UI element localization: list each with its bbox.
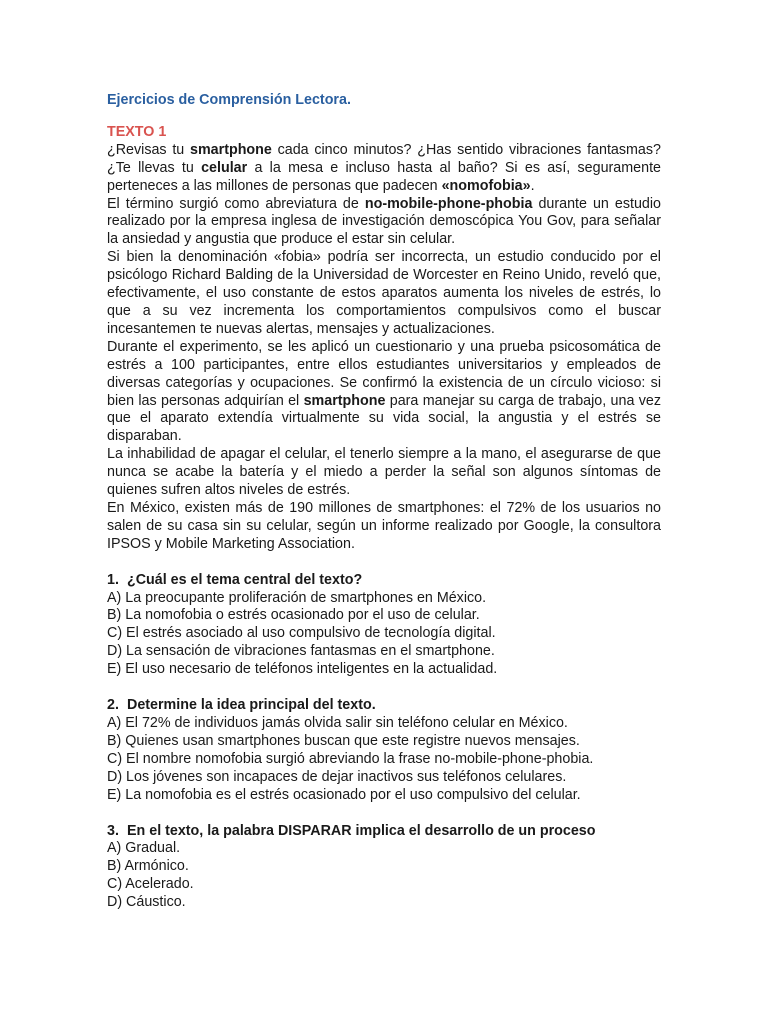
text-span: . [530,177,535,194]
paragraph [107,249,661,339]
answer-option: C) El nombre nomofobia surgió abreviando la frase no-mobile-phone-phobia. [107,750,594,767]
answer-option: C) El estrés asociado al uso compulsivo de tecnología digital. [107,625,496,642]
text-span: para manejar su carga de trabajo, una vez que el aparato extendía virtualmente su vida social, la angustia y el estrés se disparaban. [107,392,661,445]
document-title: Ejercicios de Comprensión Lectora. [107,92,351,108]
answer-option: C) Acelerado. [107,876,194,893]
section-heading: TEXTO 1 [107,123,167,140]
answer-option: B) Armónico. [107,858,189,875]
answer-option: B) La nomofobia o estrés ocasionado por el uso de celular. [107,607,480,624]
text-span: El término surgió como abreviatura de [107,195,365,212]
question-text: Determine la idea principal del texto. [127,697,376,714]
question-number: 3. [107,822,119,839]
answer-option: D) Los jóvenes son incapaces de dejar inactivos sus teléfonos celulares. [107,768,567,785]
answer-option: E) La nomofobia es el estrés ocasionado por el uso compulsivo del celular. [107,786,581,803]
answer-option: D) La sensación de vibraciones fantasmas en el smartphone. [107,643,495,660]
question-1 [107,572,661,679]
answer-option: A) Gradual. [107,840,181,857]
document-page [107,92,661,912]
text-span: cada cinco minutos? ¿Has sentido vibraciones fantasmas? ¿Te llevas tu [107,141,661,176]
text-span: ¿Revisas tu [107,141,191,158]
text-span: durante un estudio realizado por la empresa inglesa de investigación demoscópica You Gov, para señalar la ansiedad y angustia que produce el estar sin celular. [107,195,661,248]
answer-option: D) Cáustico. [107,894,186,911]
question-text: En el texto, la palabra DISPARAR implica el desarrollo de un proceso [127,822,596,839]
text-span: a la mesa e incluso hasta al baño? Si es así, seguramente perteneces a las millones de personas que padecen [107,159,661,194]
paragraph [107,196,661,250]
bold-term: no-mobile-phone-phobia [364,195,533,212]
paragraph [107,446,661,500]
text-span: En México, existen más de 190 millones de smartphones: el 72% de los usuarios no salen de su casa sin su celular, según un informe realizado por Google, la consultora IPSOS y Mobile Marketing Association. [107,499,661,552]
text-span: La inhabilidad de apagar el celular, el tenerlo siempre a la mano, el asegurarse de que nunca se acabe la batería y el miedo a perder la señal son algunos síntomas de quienes sufren altos niveles de estrés. [107,446,661,499]
question-number: 1. [107,571,119,588]
question-3 [107,823,661,913]
question-title [107,572,661,590]
paragraph [107,500,661,554]
text-span: Si bien la denominación «fobia» podría ser incorrecta, un estudio conducido por el psicólogo Richard Balding de la Universidad de Worcester en Reino Unido, reveló que, efectivamente, el uso constante de estos aparatos aumenta los niveles de estrés, lo que a su vez incrementa los comportamientos compulsivos como el buscar incesantemen te nuevas alertas, mensajes y actualizaciones. [107,249,661,337]
question-title [107,697,661,715]
text-span: Durante el experimento, se les aplicó un cuestionario y una prueba psicosomática de estrés a 100 participantes, entre ellos estudiantes universitarios y empleados de diversas categorías y ocupaciones. Se confirmó la existencia de un círculo vicioso: si bien las personas adquirían el [107,338,661,409]
answer-option: A) El 72% de individuos jamás olvida salir sin teléfono celular en México. [107,715,568,731]
question-2 [107,697,661,804]
paragraph [107,142,661,196]
answer-option: A) La preocupante proliferación de smartphones en México. [107,589,487,606]
question-title [107,823,661,841]
answer-option: E) El uso necesario de teléfonos inteligentes en la actualidad. [107,661,498,678]
answer-option: B) Quienes usan smartphones buscan que este registre nuevos mensajes. [107,732,580,749]
bold-term: celular [201,159,248,176]
bold-term: «nomofobia» [441,177,531,194]
bold-term: smartphone [303,392,386,409]
reading-text [107,142,661,554]
question-text: ¿Cuál es el tema central del texto? [127,571,363,588]
paragraph [107,339,661,446]
bold-term: smartphone [190,141,272,158]
question-number: 2. [107,697,119,714]
